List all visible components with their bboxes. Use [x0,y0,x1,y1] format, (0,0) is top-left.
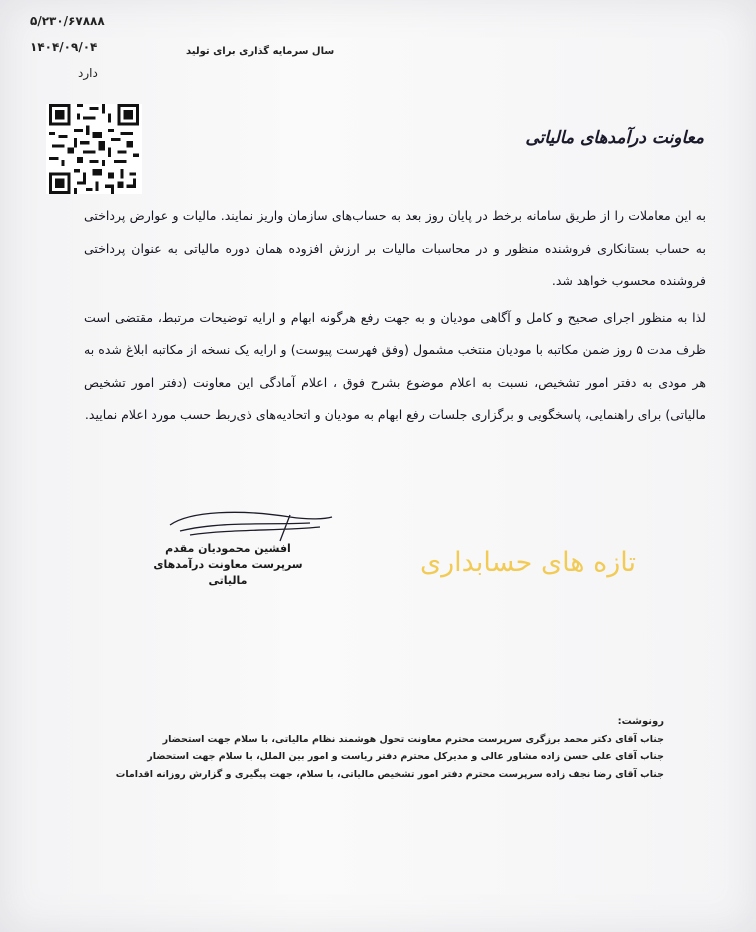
letter-date: ۱۴۰۴/۰۹/۰۴ [30,40,98,54]
signatory-title: سرپرست معاونت درآمدهای مالیاتی [153,558,303,587]
cc-item: جناب آقای دکتر محمد برزگری سرپرست محترم معاونت تحول هوشمند نظام مالیاتی، با سلام جهت استحضار [162,733,664,745]
cc-title: رونوشت: [617,716,664,727]
year-slogan: سال سرمایه گذاری برای تولید [186,46,335,57]
body-paragraph-1: به این معاملات را از طریق سامانه برخط در پایان روز بعد به حساب‌های سازمان واریز نمایند. مالیات و عوارض پرداختی به حساب بستانکاری فروشنده منظور و در محاسبات مالیات بر ارزش افزوده همان دوره مالیاتی به عنوان پرداختی فروشنده محسوب خواهد شد. [84,208,706,288]
signatory-block [138,541,318,589]
attachment-status: دارد [78,66,98,80]
watermark: تازه های حسابداری [420,547,637,578]
letter-meta [30,14,105,92]
cc-item: جناب آقای رضا نجف زاده سرپرست محترم دفتر امور تشخیص مالیاتی، با سلام، جهت پیگیری و گزارش روزانه اقدامات [115,768,664,780]
department-heading: معاونت درآمدهای مالیاتی [525,128,704,148]
handwritten-signature [160,505,340,545]
cc-item: جناب آقای علی حسن زاده مشاور عالی و مدیرکل محترم دفتر ریاست و امور بین الملل، با سلام جهت استحضار [147,751,664,762]
cc-list [116,713,664,783]
signatory-name: افشین محمودیان مقدم [165,542,291,555]
qr-code-icon [46,104,142,194]
letter-body [84,200,706,432]
letter-number: ۵/۲۳۰/۶۷۸۸۸ [30,14,105,28]
body-paragraph-2: لذا به منظور اجرای صحیح و کامل و آگاهی مودیان و به جهت رفع هرگونه ابهام و ارایه توضیحات مرتبط، مقتضی است ظرف مدت ۵ روز ضمن مکاتبه با مودیان منتخب مشمول (وفق فهرست پیوست) و ارایه یک نسخه از مکاتبه ابلاغ شده به هر مودی به دفتر امور تشخیص، نسبت به اعلام موضوع بشرح فوق ، اعلام آمادگی این معاونت (دفتر امور تشخیص مالیاتی) برای راهنمایی، پاسخگویی و برگزاری جلسات رفع ابهام به مودیان و اتحادیه‌های ذی‌ربط حسب مورد اعلام نمایید. [84,309,706,422]
